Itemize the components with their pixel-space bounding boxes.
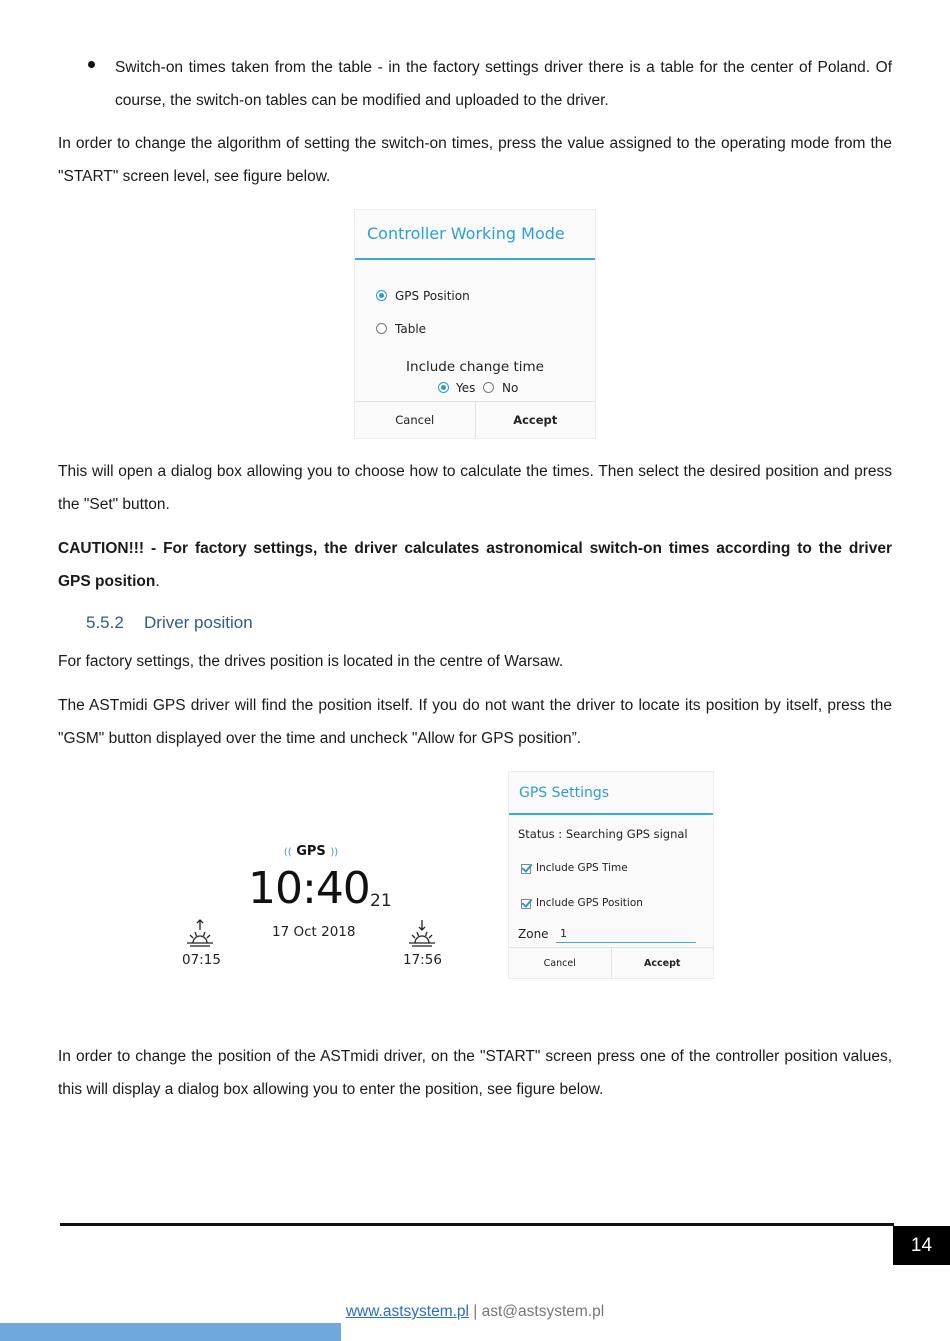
signal-right-icon: )) [330,847,339,858]
title-divider [355,258,595,260]
cancel-button[interactable]: Cancel [543,958,576,969]
yes-label: Yes [456,381,476,395]
sunrise-icon [184,918,216,948]
accept-button[interactable]: Accept [475,402,596,438]
cancel-button[interactable]: Cancel [395,413,435,427]
email-text: ast@astsystem.pl [481,1303,605,1320]
page-number: 14 [893,1226,950,1265]
radio-yes[interactable] [438,382,449,393]
option-table-label: Table [395,322,427,336]
include-gps-position-checkbox[interactable] [521,899,531,909]
title-divider [509,813,713,815]
dialog-title: Controller Working Mode [367,224,565,243]
option-gps-position-label: GPS Position [395,289,470,303]
paragraph-dialog-explanation: This will open a dialog box allowing you to choose how to calculate the times. Then select the desired position and press the "Set" button. [58,463,892,513]
clock-time: 10:40 [248,863,370,914]
signal-left-icon: (( [283,847,292,858]
footer-separator: | [468,1303,482,1320]
gps-status: Status : Searching GPS signal [518,827,688,841]
gps-settings-dialog [509,772,713,978]
dialog-button-bar [355,401,595,438]
caution-tail: . [155,573,160,590]
include-gps-time-checkbox[interactable] [521,864,531,874]
paragraph-change-position: In order to change the position of the ASTmidi driver, on the "START" screen press one of the controller position values, this will display a dialog box allowing you to enter the position, see figure below. [58,1048,892,1098]
zone-input[interactable] [556,924,696,943]
section-heading [86,613,253,633]
caution-paragraph [58,532,892,598]
section-number: 5.5.2 [86,613,124,632]
radio-gps-position[interactable] [376,290,387,301]
dialog-button-bar [509,947,713,978]
radio-no[interactable] [483,382,494,393]
website-link[interactable]: www.astsystem.pl [345,1303,469,1320]
clock-seconds: 21 [370,891,392,911]
dialog-title: GPS Settings [519,785,610,801]
section-title: Driver position [144,613,253,632]
gps-logo[interactable] [280,844,342,859]
clock-date: 17 Oct 2018 [272,924,356,940]
radio-table[interactable] [376,323,387,334]
paragraph-factory-position: For factory settings, the drives position is located in the centre of Warsaw. [58,653,564,670]
caution-text: CAUTION!!! - For factory settings, the driver calculates astronomical switch-on times according to the driver GPS position [58,540,892,590]
sunrise-time: 07:15 [182,952,221,968]
footer-divider [60,1223,894,1226]
bullet-paragraph: Switch-on times taken from the table - in the factory settings driver there is a table for the center of Poland. Of course, the switch-on tables can be modified and uploaded to the driver. [115,59,892,109]
gps-logo-text: GPS [296,844,326,859]
paragraph-gps-locate: The ASTmidi GPS driver will find the position itself. If you do not want the driver to locate its position by itself, press the "GSM" button displayed over the time and uncheck "Allow for GPS position”. [58,697,892,747]
include-gps-position-label: Include GPS Position [536,897,643,909]
zone-label: Zone [518,927,549,941]
footer-color-bar [0,1323,341,1341]
footer-contact [0,1303,950,1321]
bullet-dot [88,61,95,68]
include-gps-time-label: Include GPS Time [536,862,628,874]
include-change-time-label: Include change time [406,359,544,375]
working-mode-dialog [355,210,595,438]
sunset-icon [406,918,438,948]
no-label: No [502,381,519,395]
sunset-time: 17:56 [403,952,442,968]
accept-button[interactable]: Accept [611,948,714,978]
paragraph-working-mode-intro: In order to change the algorithm of setting the switch-on times, press the value assigned to the operating mode from the "START" screen level, see figure below. [58,135,892,185]
